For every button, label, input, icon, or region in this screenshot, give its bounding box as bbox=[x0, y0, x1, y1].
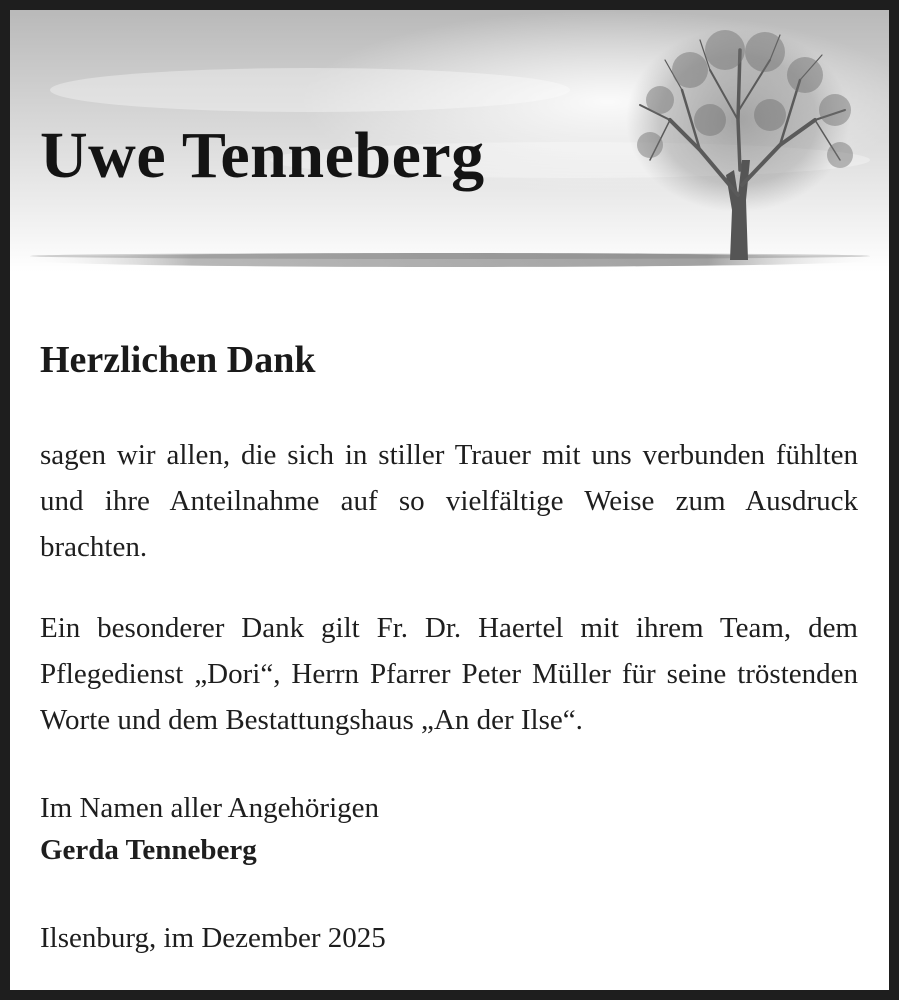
signer-name: Gerda Tenneberg bbox=[40, 834, 257, 866]
deceased-name: Uwe Tenneberg bbox=[40, 119, 485, 192]
thanks-heading: Herzlichen Dank bbox=[40, 339, 316, 381]
closing-line: Im Namen aller Angehörigen bbox=[40, 792, 380, 824]
special-thanks-paragraph: Ein besonderer Dank gilt Fr. Dr. Haertel mit ihrem Team, dem Pflegedienst „Dori“, Herrn Pfarrer Peter Müller für seine tröstenden Worte und dem Bestattungshaus „An der Ilse“. bbox=[40, 612, 858, 736]
thanks-paragraph: sagen wir allen, die sich in stiller Trauer mit uns verbunden fühlten und ihre Anteilnahme auf so vielfältige Weise zum Ausdruck brachten. bbox=[40, 439, 858, 563]
place-date: Ilsenburg, im Dezember 2025 bbox=[40, 922, 386, 954]
